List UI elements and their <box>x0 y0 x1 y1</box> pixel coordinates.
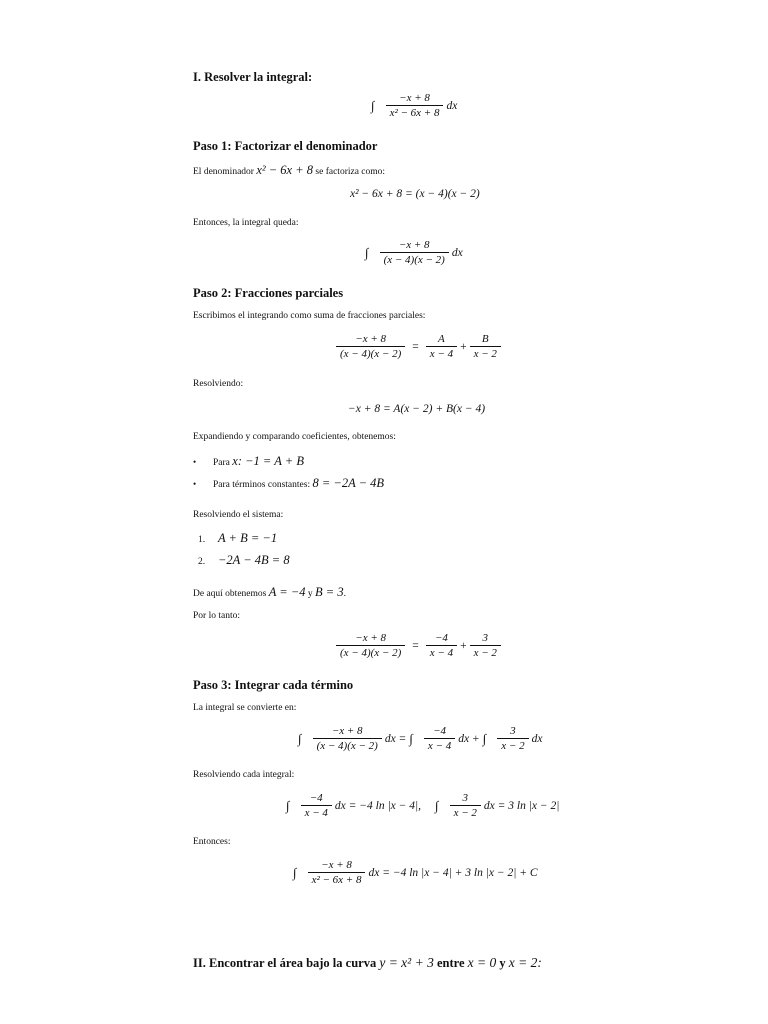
final-result-equation: ∫ $\frac{-x + 8}{\text{x² − 6x + 8}}$ dx = −4 ln |x − 4| + 3 ln |x − 2| + C <box>293 859 538 886</box>
paso1-text: El denominador x² − 6x + 8 se factoriza como: <box>193 163 386 177</box>
paso2-intro: Escribimos el integrando como suma de fracciones parciales: <box>193 311 426 321</box>
paso1-then: Entonces, la integral queda: <box>193 218 299 228</box>
bullet-item: • Para términos constantes: 8 = −2A − 4B <box>193 476 385 490</box>
final-partial-fractions: $\frac{-x + 8}{(x - 4)(x - 2)}$ = $\frac{-4}{x - 4}$ + $\frac{3}{x - 2}$ <box>333 632 504 659</box>
bullet-item: • Para x: −1 = A + B <box>193 454 304 468</box>
therefore-text: Por lo tanto: <box>193 611 240 621</box>
paso2-title: Paso 2: Fracciones parciales <box>193 286 344 300</box>
partial-fractions-equation: $\frac{-x + 8}{(x - 4)(x - 2)}$ = $\frac{A}{x - 4}$ + $\frac{B}{x - 2}$ <box>333 333 504 360</box>
integral-expression: ∫ $\frac{-x + 8}{\text{x² − 6x + 8}}$ dx <box>371 92 458 119</box>
each-integral-equation: ∫ $\frac{-4}{x - 4}$ dx = −4 ln |x − 4|, ∫ $\frac{3}{x - 2}$ dx = 3 ln |x − 2| <box>286 792 560 819</box>
paso3-each: Resolviendo cada integral: <box>193 770 295 780</box>
factored-integral: ∫ $\frac{-x + 8}{(x - 4)(x - 2)}$ dx <box>365 239 463 266</box>
solving-equation: −x + 8 = A(x − 2) + B(x − 4) <box>348 403 486 415</box>
factorization-equation: x² − 6x + 8 = (x − 4)(x − 2) <box>350 188 480 200</box>
paso1-title: Paso 1: Factorizar el denominador <box>193 139 378 153</box>
paso3-title: Paso 3: Integrar cada término <box>193 678 354 692</box>
system-item: 2. −2A − 4B = 8 <box>198 553 290 567</box>
system-item: 1. A + B = −1 <box>198 531 278 545</box>
section2-title: II. Encontrar el área bajo la curva y = x² + 3 entre x = 0 y x = 2: <box>193 955 542 970</box>
section1-title: I. Resolver la integral: <box>193 70 313 84</box>
paso2-solving: Resolviendo: <box>193 379 244 389</box>
paso3-then: Entonces: <box>193 837 231 847</box>
system-label: Resolviendo el sistema: <box>193 510 284 520</box>
result-text: De aquí obtenemos A = −4 y B = 3. <box>193 585 346 599</box>
integral-split-equation: ∫ $\frac{-x + 8}{(x - 4)(x - 2)}$ dx = ∫ $\frac{-4}{x - 4}$ dx + ∫ $\frac{3}{x - 2}$ dx <box>298 725 543 752</box>
paso3-intro: La integral se convierte en: <box>193 703 297 713</box>
paso2-expand: Expandiendo y comparando coeficientes, obtenemos: <box>193 432 396 442</box>
